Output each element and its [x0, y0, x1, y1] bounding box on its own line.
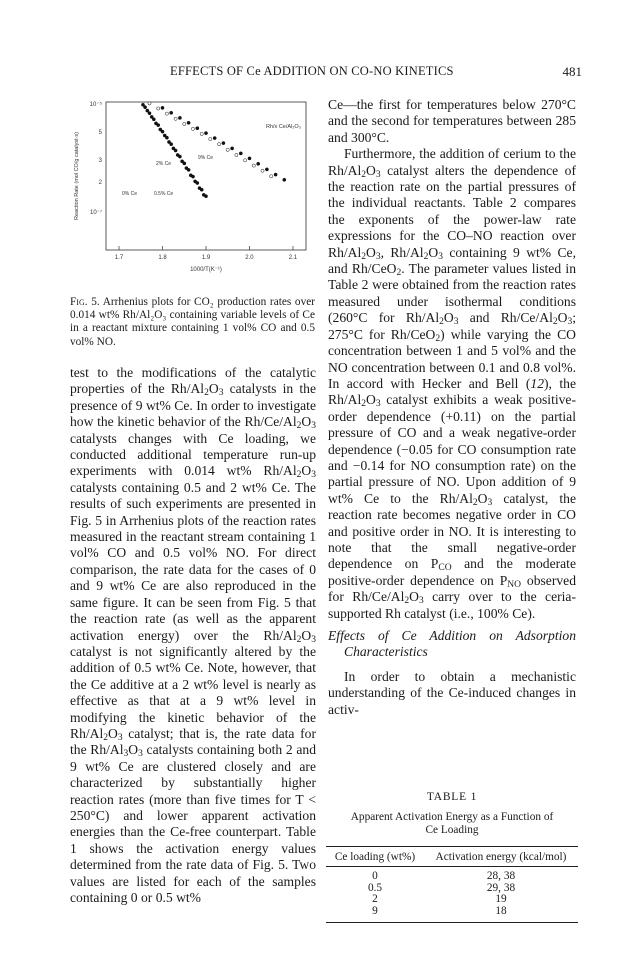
table-row	[326, 906, 578, 918]
x-tick-label-4: 2.1	[288, 255, 298, 261]
page-number: 481	[562, 64, 582, 79]
table-cell: 29, 38	[486, 881, 516, 894]
x-tick-labels	[115, 246, 298, 261]
data-point-series-3	[187, 121, 190, 124]
data-point-series-3	[213, 137, 216, 140]
table-cell: 28, 38	[486, 870, 516, 882]
table-cell: 0	[372, 870, 378, 882]
table-cell: 0.5	[367, 881, 383, 894]
x-tick-label-1: 1.8	[158, 255, 167, 261]
table-header-row	[326, 847, 578, 866]
table-header-cell: Ce loading (wt%)	[334, 851, 416, 863]
data-point-series-3	[274, 173, 277, 176]
data-point-series-3	[257, 162, 260, 165]
x-tick-label-0: 1.7	[114, 255, 124, 261]
data-point-series-2	[244, 159, 247, 162]
ytick-2: 3	[98, 158, 102, 164]
data-point-series-3	[231, 147, 234, 150]
data-point-series-3	[196, 127, 199, 130]
data-point-series-2	[200, 132, 203, 135]
annotation-0pct-ce: 0% Ce	[122, 191, 138, 197]
data-point-series-1	[174, 149, 177, 152]
data-point-series-2	[165, 112, 168, 115]
data-point-series-3	[283, 178, 286, 181]
annotation-rh-ce-al2o3: Rh/x Ce/Al₂O₃	[266, 124, 301, 130]
y-axis-label: Reaction Rate (mol CO/g catalyst·s)	[74, 131, 80, 221]
data-point-series-3	[239, 152, 242, 155]
arrhenius-plot	[70, 96, 320, 276]
data-point-series-3	[248, 157, 251, 160]
table-cell: 2	[372, 893, 378, 905]
data-point-series-2	[157, 107, 160, 110]
data-point-series-2	[183, 122, 186, 125]
data-point-series-2	[261, 169, 264, 172]
data-point-series-2	[191, 127, 194, 130]
right-column	[328, 97, 576, 718]
data-point-series-3	[265, 168, 268, 171]
ytick-3: 2	[98, 180, 102, 186]
table-cell: 9	[372, 904, 378, 917]
data-point-series-1	[196, 181, 199, 184]
data-point-series-1	[148, 112, 151, 115]
table-row	[326, 894, 578, 906]
annotation-9pct-ce: 9% Ce	[198, 155, 214, 161]
data-point-series-2	[270, 175, 273, 178]
data-point-series-1	[183, 162, 186, 165]
table-header-cell: Activation energy (kcal/mol)	[435, 851, 567, 863]
table-1	[326, 791, 578, 923]
figure-5	[70, 96, 320, 276]
data-point-series-2	[148, 102, 151, 105]
data-point-series-1	[144, 106, 147, 109]
table-row	[326, 871, 578, 883]
paragraph: In order to obtain a mechanistic understanding of the Ce-induced changes in activ-	[328, 668, 576, 717]
data-point-series-1	[165, 136, 168, 139]
paragraph: test to the modifications of the catalytic properties of the $Rh/Al_2O_3$ catalysts in the presence of 9 wt% Ce. In order to investigate how the kinetic behavior of the $Rh/Ce/Al_2O_3$ catalysts changes with Ce loading, we conducted additional temperature run-up experiments with 0.014 wt% $Rh/Al_2O_3$ catalysts containing 0.5 and 2 wt% Ce. The results of such experiments are presented in Fig. 5 in Arrhenius plots of the reaction rates measured in the reactant stream containing 1 vol% CO and 0.5 vol% NO. For direct comparison, the rate data for the cases of 0 and 9 wt% Ce are also reproduced in the same figure. It can be seen from Fig. 5 that the reaction rate (as well as the apparent activation energy) over the $Rh/Al_2O_3$ catalyst is not significantly altered by the addition of 0.5 wt% Ce. Note, however, that the Ce additive at a 2 wt% level is nearly as effective as that at a 9 wt% level in modifying the kinetic behavior of the $Rh/Al_2O_3$ catalyst; that is, the rate data for the $Rh/Al_3O_3$ catalysts containing both 2 and 9 wt% Ce are clustered closely and are characterized by substantially higher reaction rates (more than five times for T < 250°C) and lower apparent activation energies than the Ce-free counterpart. Table 1 shows the activation energy values determined from the rate data of Fig. 5. Two values are listed for each of the samples containing 0 or 0.5 wt%	[70, 365, 317, 905]
left-column	[70, 365, 316, 906]
data-point-series-2	[174, 117, 177, 120]
data-point-series-1	[170, 143, 173, 146]
data-point-series-2	[226, 148, 229, 151]
data-point-series-3	[222, 142, 225, 145]
annotation-05pct-ce: 0.5% Ce	[154, 191, 174, 197]
figure-label: Fig. 5.	[70, 296, 100, 308]
table-row	[326, 883, 578, 895]
paragraph: Furthermore, the addition of cerium to the $Rh/Al_2O_3$ catalyst alters the dependence of the reaction rate on the partial pressures of the individual reactants. Table 2 compares the exponents of the power-law rate expressions for the CO–NO reaction over $Rh/Al_2O_3$, $Rh/Al_2O_3$ containing 9 wt% Ce, and Rh/CeO$_2$. The parameter values listed in Table 2 were obtained from the reaction rates measured under isothermal conditions (260°C for $Rh/Al_2O_3$ and $Rh/Ce/Al_2O_3$; 275°C for Rh/CeO$_2$) while varying the CO concentration between 1 and 5 vol% and the NO concentration between 0.1 and 0.8 vol%. In accord with Hecker and Bell (12), the $Rh/Al_2O_3$ catalyst exhibits a weak positive-order dependence (+0.11) on the partial pressure of CO and a weak negative-order dependence (−0.05 for CO consumption rate and −0.14 for NO consumption rate) on the partial pressure of NO. Upon addition of 9 wt% Ce to the $Rh/Al_2O_3$ catalyst, the reaction rate becomes negative order in CO and positive order in NO. It is interesting to note that the small negative-order dependence on $P_{CO}$ and the moderate positive-order dependence on $P_{NO}$ observed for $Rh/Ce/Al_2O_3$ carry over to the ceria-supported Rh catalyst (i.e., 100% Ce).	[328, 146, 576, 621]
data-point-series-3	[161, 106, 164, 109]
data-point-series-1	[161, 130, 164, 133]
data-point-series-1	[187, 168, 190, 171]
data-point-series-2	[209, 138, 212, 141]
running-header	[0, 64, 644, 84]
data-point-series-3	[204, 132, 207, 135]
data-point-series-2	[235, 153, 238, 156]
annotation-2pct-ce: 2% Ce	[156, 161, 172, 167]
data-point-series-3	[170, 111, 173, 114]
paragraph: Ce—the first for temperatures below 270°C and the second for temperatures between 285 and 300°C.	[328, 97, 576, 145]
table-caption: Apparent Activation Energy as a Function of Ce Loading	[350, 811, 554, 836]
ytick-0: 10⁻⁵	[89, 102, 102, 108]
figure-caption	[70, 296, 315, 349]
data-point-series-1	[152, 118, 155, 121]
x-tick-label-2: 1.9	[201, 255, 211, 261]
table-cell: 19	[495, 893, 507, 905]
table-cell: 18	[495, 904, 507, 917]
table-title: TABLE 1	[426, 791, 478, 803]
figure-caption-text: Arrhenius plots for CO₂ production rates over 0.014 wt% Rh/Al₂O₃ containing variable levels of Ce in a reactant mixture containing 1 vol% CO and 0.5 vol% NO.	[70, 296, 315, 348]
running-title: EFFECTS OF Ce ADDITION ON CO-NO KINETICS	[170, 64, 454, 78]
data-point-series-1	[157, 124, 160, 127]
data-point-series-2	[217, 143, 220, 146]
ytick-4: 10⁻⁷	[89, 210, 102, 216]
section-heading: Effects of Ce Addition on Adsorption Characteristics	[328, 628, 576, 660]
data-markers	[141, 102, 286, 198]
x-tick-label-3: 2.0	[245, 255, 254, 261]
data-point-series-1	[200, 188, 203, 191]
data-point-series-1	[178, 155, 181, 158]
data-point-series-1	[204, 195, 207, 198]
x-axis-label: 1000/T(K⁻¹)	[190, 267, 222, 273]
data-point-series-3	[178, 116, 181, 119]
data-point-series-2	[252, 164, 255, 167]
ytick-1: 5	[98, 130, 102, 136]
data-point-series-1	[191, 175, 194, 178]
